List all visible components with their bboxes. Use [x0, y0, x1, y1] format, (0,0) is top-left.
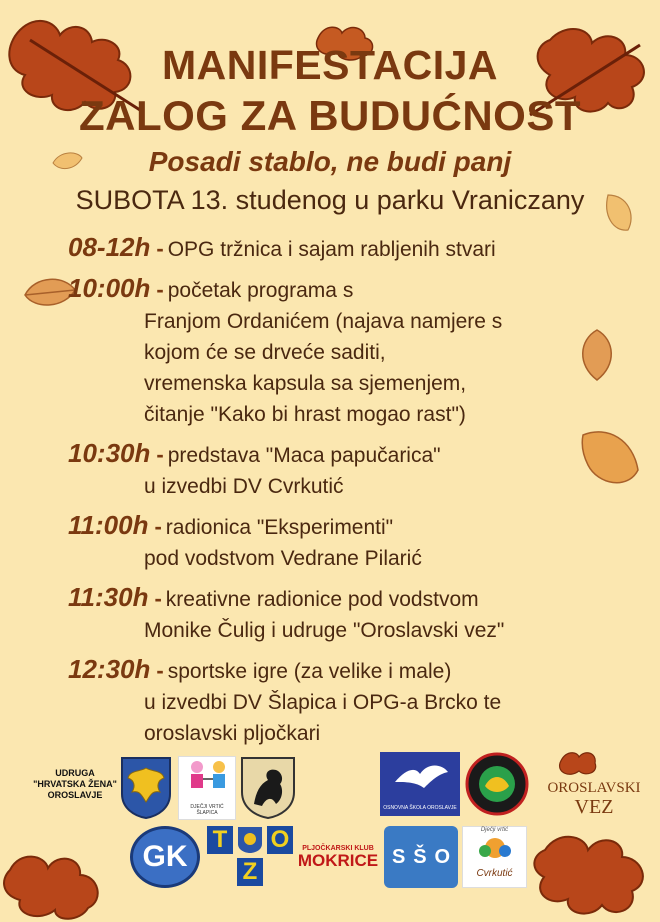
schedule-time: 11:00h — [68, 510, 149, 540]
logo-text: UDRUGA — [55, 768, 95, 778]
logo-text: T — [207, 826, 233, 854]
logo-text: MOKRICE — [297, 851, 379, 870]
logo-text: O — [267, 826, 293, 854]
logo-oroslavski-vez — [534, 780, 654, 817]
logo-text: DJEČJI VRTIĆ ŠLAPICA — [190, 804, 224, 816]
logo-text: Z — [237, 858, 263, 886]
logo-udruga-hrvatska-zena — [30, 768, 120, 801]
schedule-text: pod vodstvom Vedrane Pilarić — [144, 547, 422, 570]
schedule-text: predstava "Maca papučarica" — [167, 444, 441, 467]
bird-icon — [463, 833, 528, 863]
schedule-time: 10:30h — [68, 438, 151, 468]
event-subtitle-title: ZALOG ZA BUDUĆNOST — [78, 92, 582, 139]
coat-of-arms-icon — [237, 826, 263, 854]
schedule-time: 12:30h — [68, 654, 151, 684]
event-slogan: Posadi stablo, ne budi panj — [148, 146, 512, 177]
schedule-text: radionica "Eksperimenti" — [165, 516, 394, 539]
schedule-text: u izvedbi DV Cvrkutić — [144, 475, 344, 498]
schedule-item: 12:30h - sportske igre (za velike i male) u izvedbi DV Šlapica i OPG-a Brcko te oroslavski pljočkari — [68, 654, 648, 749]
logo-text: GK — [142, 840, 188, 873]
schedule-item: 08-12h - OPG tržnica i sajam rabljenih stvari — [68, 232, 496, 262]
schedule-text: u izvedbi DV Šlapica i OPG-a Brcko te — [144, 691, 502, 714]
logo-text: VEZ — [574, 796, 614, 818]
oak-leaf-icon — [0, 830, 120, 922]
logo-text: Cvrkutić — [476, 868, 513, 879]
logo-text: PLJOČKARSKI KLUB — [302, 845, 374, 852]
horse-emblem-icon — [240, 756, 296, 820]
logo-djecji-vrtic-cvrkutic — [462, 826, 527, 888]
event-title: MANIFESTACIJA — [161, 42, 499, 88]
schedule-text: vremenska kapsula sa sjemenjem, — [144, 372, 467, 395]
logo-gk — [130, 826, 200, 888]
logo-text: OROSLAVSKI — [547, 780, 641, 796]
logo-text: S — [391, 845, 406, 868]
schedule-text: početak programa s — [167, 279, 354, 302]
schedule-text: kojom će se drveće saditi, — [144, 341, 386, 364]
schedule-time: 10:00h — [68, 273, 151, 303]
logo-osnovna-skola — [380, 752, 460, 816]
logo-text: OSNOVNA ŠKOLA OROSLAVJE — [383, 805, 457, 811]
schedule-text: sportske igre (za velike i male) — [167, 660, 452, 683]
oak-leaf-icon — [530, 815, 660, 922]
schedule-item: 10:00h - početak programa s Franjom Ordanićem (najava namjere s kojom će se drveće saditi, vremenska kapsula sa sjemenjem, čitanje "Kako bi hrast mogao rast") — [68, 273, 648, 430]
logo-djecji-vrtic-slapica — [178, 756, 236, 820]
schedule-text: Franjom Ordanićem (najava namjere s — [144, 310, 503, 333]
schedule-item: 10:30h - predstava "Maca papučarica" u izvedbi DV Cvrkutić — [68, 438, 648, 502]
logo-pljockarski-klub — [297, 845, 379, 870]
schedule-text: čitanje "Kako bi hrast mogao rast") — [144, 403, 466, 426]
circle-emblem-icon — [465, 752, 529, 816]
children-icon — [179, 757, 237, 799]
logo-text: Dječji vrtić — [480, 827, 509, 833]
coat-of-arms-icon — [120, 756, 172, 820]
schedule — [68, 232, 648, 757]
bird-icon — [380, 752, 460, 800]
logo-text: OROSLAVJE — [47, 790, 103, 800]
schedule-time: 11:30h — [68, 582, 149, 612]
logo-text: O — [434, 845, 451, 868]
logo-tzo — [205, 826, 295, 888]
logo-text: "HRVATSKA ŽENA" — [33, 779, 117, 789]
event-date-location: SUBOTA 13. studenog u parku Vraniczany — [75, 185, 585, 215]
schedule-time: 08-12h — [68, 232, 151, 262]
schedule-text: kreativne radionice pod vodstvom — [165, 588, 479, 611]
logo-text: Š — [413, 845, 427, 868]
schedule-text: Monike Čulig i udruge "Oroslavski vez" — [144, 619, 505, 642]
schedule-item: 11:30h - kreativne radionice pod vodstvom Monike Čulig i udruge "Oroslavski vez" — [68, 582, 648, 646]
schedule-text: OPG tržnica i sajam rabljenih stvari — [167, 238, 496, 261]
schedule-item: 11:00h - radionica "Eksperimenti" pod vodstvom Vedrane Pilarić — [68, 510, 648, 574]
logo-sso — [384, 826, 458, 888]
schedule-text: oroslavski pljočkari — [144, 722, 321, 745]
